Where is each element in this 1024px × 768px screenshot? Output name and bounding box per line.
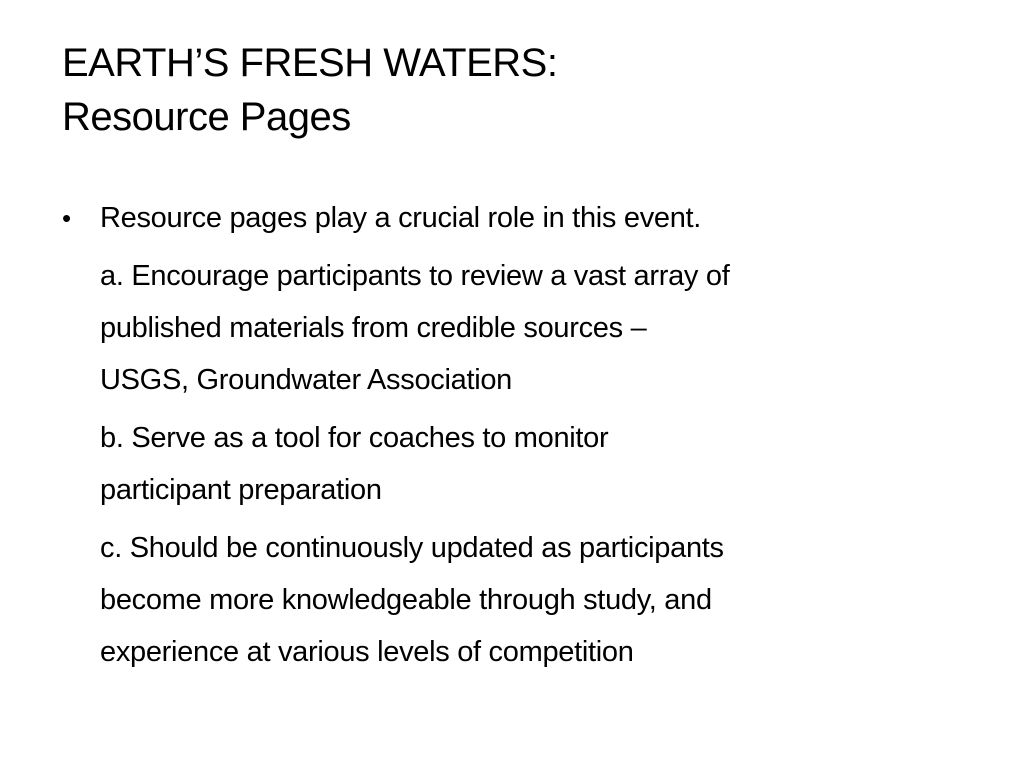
sub-item-c-line-3: experience at various levels of competition xyxy=(100,636,634,668)
slide-body xyxy=(62,192,982,678)
title-line-1: EARTH’S FRESH WATERS: xyxy=(62,41,558,85)
sub-item-c-line-1: c. Should be continuously updated as participants xyxy=(100,532,724,564)
sub-item-a xyxy=(62,250,982,406)
sub-item-c xyxy=(62,522,982,678)
bullet-item xyxy=(62,192,982,244)
sub-item-a-line-1: a. Encourage participants to review a vast array of xyxy=(100,260,730,292)
sub-item-b-line-1: b. Serve as a tool for coaches to monitor xyxy=(100,422,609,454)
sub-item-c-line-2: become more knowledgeable through study, and xyxy=(100,584,712,616)
slide-title xyxy=(62,36,962,144)
bullet-text: Resource pages play a crucial role in this event. xyxy=(100,202,702,234)
sub-item-b xyxy=(62,412,982,516)
title-line-2: Resource Pages xyxy=(62,95,351,139)
sub-item-a-line-3: USGS, Groundwater Association xyxy=(100,364,512,396)
bullet-dot-icon: • xyxy=(62,203,71,233)
sub-item-a-line-2: published materials from credible sources – xyxy=(100,312,647,344)
sub-item-b-line-2: participant preparation xyxy=(100,474,382,506)
